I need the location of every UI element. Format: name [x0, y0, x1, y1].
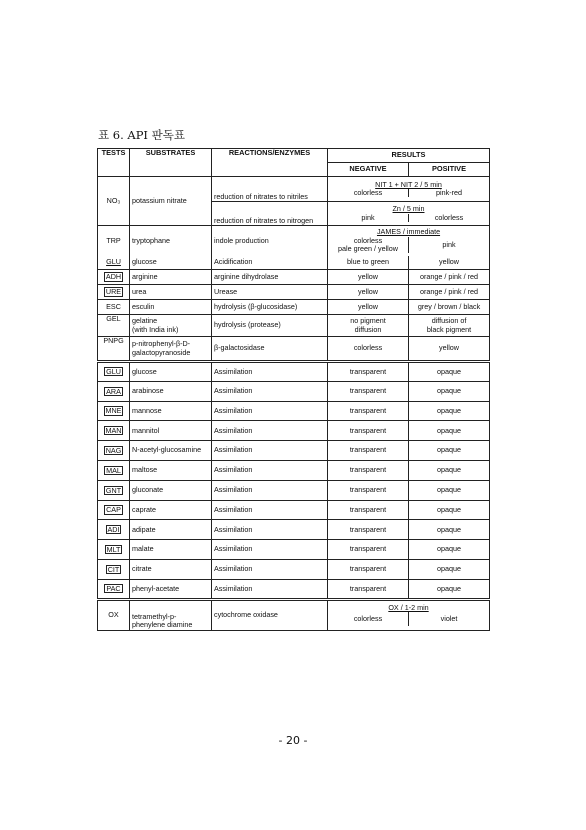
- pos-adh: orange / pink / red: [409, 270, 490, 285]
- test-gel: GEL: [98, 315, 130, 337]
- neg-assim: transparent: [328, 381, 409, 401]
- header-tests: TESTS: [98, 149, 130, 177]
- ox-results: [328, 599, 490, 630]
- substrate-assim: glucose: [130, 362, 212, 382]
- reaction-assim: Assimilation: [212, 381, 328, 401]
- assimilation-row: [98, 500, 490, 520]
- neg-assim: transparent: [328, 480, 409, 500]
- neg-no3-step2: pink: [328, 214, 409, 222]
- test-assim: [98, 559, 130, 579]
- substrate-no3: potassium nitrate: [130, 177, 212, 226]
- assimilation-row: [98, 441, 490, 461]
- pos-gel-line2: black pigment: [426, 324, 472, 334]
- test-assim: [98, 421, 130, 441]
- reaction-trp: indole production: [212, 226, 328, 256]
- pos-gel-line1: diffusion of: [431, 316, 467, 326]
- neg-trp: [328, 237, 409, 254]
- reaction-assim: Assimilation: [212, 421, 328, 441]
- substrate-ox: [130, 599, 212, 630]
- neg-ure: yellow: [328, 285, 409, 300]
- pos-assim: opaque: [409, 520, 490, 540]
- substrate-assim: malate: [130, 540, 212, 560]
- test-assim: [98, 540, 130, 560]
- test-assim-label: NAG: [105, 445, 122, 455]
- test-glu-ferment: [98, 256, 130, 270]
- assimilation-block: [98, 362, 490, 600]
- substrate-ox-line1: tetramethyl-p-: [132, 612, 177, 621]
- reaction-assim: Assimilation: [212, 460, 328, 480]
- neg-assim: transparent: [328, 441, 409, 461]
- test-ox: OX: [98, 599, 130, 630]
- assimilation-row: [98, 421, 490, 441]
- test-glu-ferment-label: GLU: [106, 257, 121, 267]
- pos-glu-ferment: yellow: [409, 256, 490, 270]
- substrate-esc: esculin: [130, 300, 212, 315]
- assimilation-row: [98, 559, 490, 579]
- substrate-trp: tryptophane: [130, 226, 212, 256]
- test-assim: [98, 381, 130, 401]
- test-assim: [98, 480, 130, 500]
- pos-pnpg: yellow: [409, 337, 490, 362]
- test-trp: TRP: [98, 226, 130, 256]
- assimilation-row: [98, 381, 490, 401]
- assimilation-row: [98, 362, 490, 382]
- neg-gel-line1: no pigment: [350, 316, 386, 326]
- reaction-no3-step1: reduction of nitrates to nitriles: [212, 177, 328, 202]
- pos-assim: opaque: [409, 540, 490, 560]
- test-assim-label: ADI: [107, 525, 120, 535]
- substrate-pnpg-line2: galactopyranoside: [132, 347, 191, 357]
- test-assim-label: GNT: [105, 485, 122, 495]
- test-esc: ESC: [98, 300, 130, 315]
- reaction-esc: hydrolysis (β-glucosidase): [212, 300, 328, 315]
- test-no3: NO₃: [98, 177, 130, 226]
- header-reactions: REACTIONS/ENZYMES: [212, 149, 328, 177]
- neg-glu-ferment: blue to green: [328, 256, 409, 270]
- test-assim-label: ARA: [106, 386, 121, 396]
- test-assim: [98, 460, 130, 480]
- substrate-assim: adipate: [130, 520, 212, 540]
- neg-assim: transparent: [328, 540, 409, 560]
- neg-ox: colorless: [328, 612, 409, 626]
- test-assim-label: PAC: [106, 584, 121, 594]
- pos-no3-step2: colorless: [434, 212, 464, 222]
- pos-trp: pink: [442, 239, 456, 249]
- test-assim: [98, 362, 130, 382]
- pos-assim: opaque: [409, 421, 490, 441]
- pos-esc: grey / brown / black: [409, 300, 490, 315]
- condition-no3-step1: NIT 1 + NIT 2 / 5 min: [375, 179, 442, 189]
- test-assim-label: GLU: [106, 367, 121, 377]
- reaction-glu-ferment: Acidification: [212, 256, 328, 270]
- substrate-gel-line1: gelatine: [132, 316, 158, 326]
- substrate-assim: mannitol: [130, 421, 212, 441]
- reaction-adh: arginine dihydrolase: [212, 270, 328, 285]
- pos-assim: opaque: [409, 401, 490, 421]
- test-assim-label: MAN: [105, 426, 122, 436]
- assimilation-row: [98, 480, 490, 500]
- test-assim-label: MNE: [105, 406, 122, 416]
- substrate-pnpg: [130, 337, 212, 362]
- pos-assim: opaque: [409, 579, 490, 599]
- substrate-pnpg-line1: p-nitrophenyl-β-D-: [132, 339, 191, 349]
- test-adh: [98, 270, 130, 285]
- test-assim: [98, 500, 130, 520]
- condition-no3-step2: Zn / 5 min: [392, 204, 425, 214]
- test-ure-label: URE: [105, 287, 122, 297]
- pos-ox: violet: [440, 614, 458, 624]
- substrate-assim: maltose: [130, 460, 212, 480]
- reaction-assim: Assimilation: [212, 520, 328, 540]
- test-adh-label: ADH: [105, 272, 122, 282]
- reaction-assim: Assimilation: [212, 441, 328, 461]
- pos-assim: opaque: [409, 460, 490, 480]
- condition-trp: JAMES / immediate: [376, 227, 441, 237]
- test-pnpg: PNPG: [98, 337, 130, 362]
- assimilation-row: [98, 401, 490, 421]
- table-caption: 표 6. API 판독표: [98, 128, 185, 142]
- reaction-ox: cytochrome oxidase: [212, 599, 328, 630]
- neg-gel-line2: diffusion: [354, 324, 382, 334]
- reaction-assim: Assimilation: [212, 540, 328, 560]
- substrate-assim: citrate: [130, 559, 212, 579]
- header-negative: NEGATIVE: [328, 163, 409, 177]
- reaction-assim: Assimilation: [212, 362, 328, 382]
- reaction-assim: Assimilation: [212, 579, 328, 599]
- pos-assim: opaque: [409, 500, 490, 520]
- pos-gel: [409, 315, 490, 337]
- test-assim-label: MLT: [106, 544, 121, 554]
- neg-assim: transparent: [328, 421, 409, 441]
- reaction-assim: Assimilation: [212, 480, 328, 500]
- neg-no3-step1: colorless: [328, 189, 409, 197]
- pos-assim: opaque: [409, 480, 490, 500]
- substrate-adh: arginine: [130, 270, 212, 285]
- test-ure: [98, 285, 130, 300]
- reaction-no3-step2: reduction of nitrates to nitrogen: [212, 202, 328, 226]
- test-assim-label: CAP: [106, 505, 121, 515]
- reaction-assim: Assimilation: [212, 559, 328, 579]
- neg-adh: yellow: [328, 270, 409, 285]
- neg-assim: transparent: [328, 559, 409, 579]
- test-assim: [98, 579, 130, 599]
- assimilation-row: [98, 460, 490, 480]
- substrate-assim: gluconate: [130, 480, 212, 500]
- header-positive: POSITIVE: [409, 163, 490, 177]
- substrate-gel-line2: (with India ink): [132, 324, 179, 334]
- pos-ure: orange / pink / red: [409, 285, 490, 300]
- no3-step2-results: [328, 202, 490, 226]
- neg-assim: transparent: [328, 362, 409, 382]
- reaction-ure: Urease: [212, 285, 328, 300]
- assimilation-row: [98, 579, 490, 599]
- substrate-glu-ferment: glucose: [130, 256, 212, 270]
- neg-trp-line1: colorless: [353, 235, 383, 245]
- neg-assim: transparent: [328, 579, 409, 599]
- header-substrates: SUBSTRATES: [130, 149, 212, 177]
- substrate-assim: phenyl-acetate: [130, 579, 212, 599]
- substrate-assim: mannose: [130, 401, 212, 421]
- trp-results: [328, 226, 490, 256]
- api-reading-table: [97, 148, 490, 631]
- substrate-ox-line2: phenylene diamine: [132, 620, 193, 630]
- condition-ox: OX / 1-2 min: [388, 602, 429, 612]
- substrate-ure: urea: [130, 285, 212, 300]
- neg-pnpg: colorless: [328, 337, 409, 362]
- pos-no3-step1: pink-red: [436, 188, 462, 197]
- pos-assim: opaque: [409, 441, 490, 461]
- no3-step1-results: [328, 177, 490, 202]
- neg-assim: transparent: [328, 460, 409, 480]
- reaction-assim: Assimilation: [212, 401, 328, 421]
- neg-assim: transparent: [328, 401, 409, 421]
- reaction-assim: Assimilation: [212, 500, 328, 520]
- substrate-assim: N-acetyl-glucosamine: [130, 441, 212, 461]
- pos-assim: opaque: [409, 362, 490, 382]
- assimilation-row: [98, 520, 490, 540]
- test-assim-label: MAL: [106, 465, 121, 475]
- neg-assim: transparent: [328, 520, 409, 540]
- header-results: RESULTS: [328, 149, 490, 163]
- substrate-assim: caprate: [130, 500, 212, 520]
- pos-assim: opaque: [409, 559, 490, 579]
- test-assim: [98, 401, 130, 421]
- page-number: - 20 -: [278, 734, 308, 747]
- test-assim: [98, 520, 130, 540]
- assimilation-row: [98, 540, 490, 560]
- reaction-pnpg: β-galactosidase: [212, 337, 328, 362]
- neg-trp-line2: pale green / yellow: [338, 243, 398, 253]
- neg-assim: transparent: [328, 500, 409, 520]
- neg-gel: [328, 315, 409, 337]
- reaction-gel: hydrolysis (protease): [212, 315, 328, 337]
- pos-assim: opaque: [409, 381, 490, 401]
- test-assim: [98, 441, 130, 461]
- substrate-gel: [130, 315, 212, 337]
- neg-esc: yellow: [328, 300, 409, 315]
- test-assim-label: CIT: [107, 564, 120, 574]
- substrate-assim: arabinose: [130, 381, 212, 401]
